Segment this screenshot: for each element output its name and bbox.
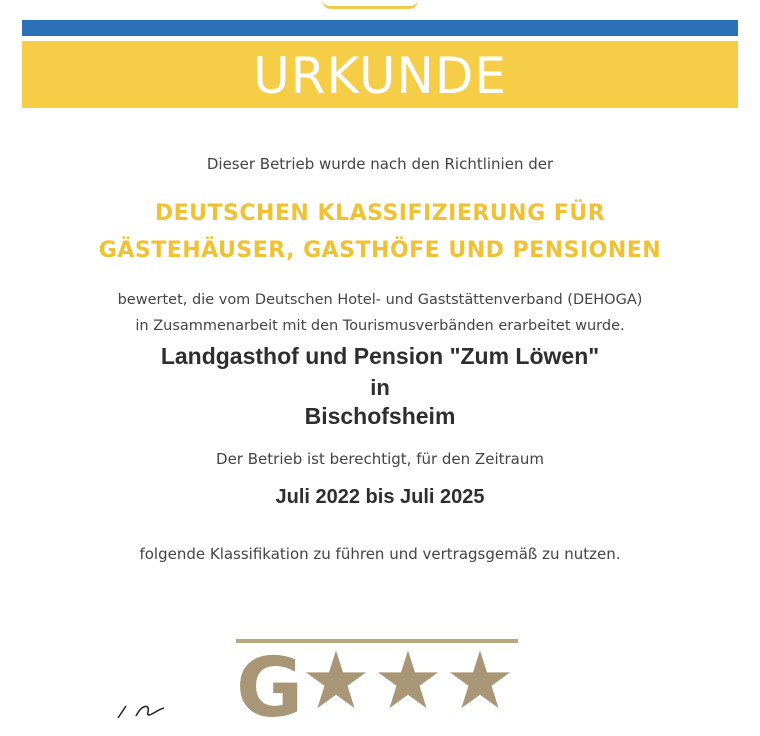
intro-text: Dieser Betrieb wurde nach den Richtlinien der [206, 155, 554, 173]
classification-letter: G [236, 641, 304, 736]
body-text-line-2: in Zusammenarbeit mit den Tourismusverbänden erarbeitet wurde. [135, 318, 625, 334]
classification-heading-line-2: GÄSTEHÄUSER, GASTHÖFE UND PENSIONEN [98, 238, 662, 263]
in-word: in [370, 375, 390, 400]
star-icon [448, 648, 512, 712]
location-name: Bischofsheim [304, 403, 456, 429]
classification-mark [236, 640, 526, 736]
closing-text: folgende Klassifikation zu führen und vertragsgemäß zu nutzen. [139, 545, 621, 563]
star-icon [304, 648, 368, 712]
body-text-line-1: bewertet, die vom Deutschen Hotel- und Gaststättenverband (DEHOGA) [117, 292, 643, 308]
period-intro-text: Der Betrieb ist berechtigt, für den Zeitraum [216, 450, 544, 468]
star-icon [376, 648, 440, 712]
signature-fragment [108, 698, 168, 720]
classification-heading-line-1: DEUTSCHEN KLASSIFIZIERUNG FÜR [154, 201, 606, 226]
blue-stripe [22, 20, 738, 36]
business-name: Landgasthof und Pension "Zum Löwen" [160, 343, 600, 369]
logo-partial [322, 0, 418, 9]
certificate-title: URKUNDE [253, 47, 507, 105]
validity-period: Juli 2022 bis Juli 2025 [275, 486, 485, 508]
